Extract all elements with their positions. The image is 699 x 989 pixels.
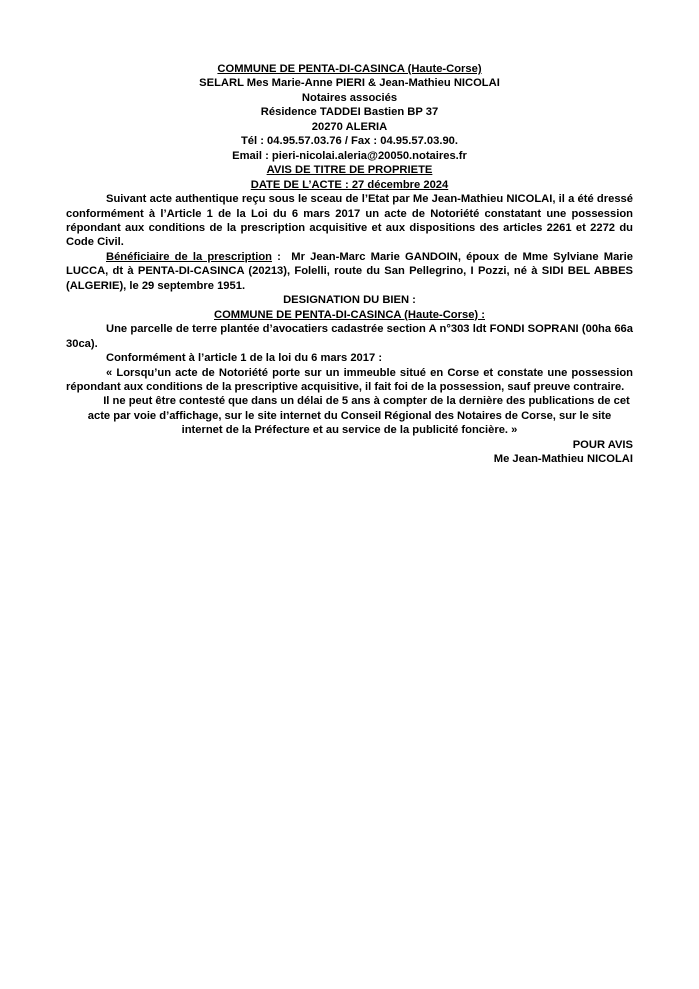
office-name: SELARL Mes Marie-Anne PIERI & Jean-Mathieu NICOLAI (199, 77, 500, 90)
commune-title: COMMUNE DE PENTA-DI-CASINCA (Haute-Corse) (217, 63, 482, 75)
beneficiary-text: Mr Jean-Marc Marie GANDOIN, époux de Mme Sylviane Marie LUCCA, dt à PENTA-DI-CASINCA (20213), Folelli, route du San Pellegrino, I Pozzi, né à SIDI BEL ABBES (ALGERIE), le 29 septembre 1951. (66, 250, 633, 292)
signature-name: Me Jean-Mathieu NICOLAI (493, 453, 633, 466)
notice-title: AVIS DE TITRE DE PROPRIETE (266, 164, 433, 177)
phone-fax-line: Tél : 04.95.57.03.76 / Fax : 04.95.57.03.90. (240, 135, 459, 148)
office-role: Notaires associés (301, 91, 398, 104)
commune-heading-line (66, 308, 633, 322)
notice-title-line (66, 163, 633, 177)
beneficiary-paragraph (66, 250, 633, 293)
office-address-line2: 20270 ALERIA (311, 120, 388, 133)
law-reference-line: Conformément à l’article 1 de la loi du 6 mars 2017 : (106, 352, 383, 365)
parcel-paragraph: Une parcelle de terre plantée d’avocatiers cadastrée section A n°303 ldt FONDI SOPRANI (00ha 66a 30ca). (66, 323, 633, 350)
commune-title-line (66, 62, 633, 76)
quote-paragraph: « Lorsqu’un acte de Notoriété porte sur un immeuble situé en Corse et constate une possession répondant aux conditions de la prescriptive acquisitive, il fait foi de la possession, sauf preuve contraire. (66, 366, 633, 393)
beneficiary-label: Bénéficiaire de la prescription (106, 250, 272, 263)
office-address-line1: Résidence TADDEI Bastien BP 37 (260, 106, 439, 119)
commune-heading: COMMUNE DE PENTA-DI-CASINCA (Haute-Corse) : (214, 308, 485, 321)
act-date-line (66, 178, 633, 192)
delay-paragraph: Il ne peut être contesté que dans un délai de 5 ans à compter de la dernière des publications de cet acte par voie d’affichage, sur le site internet du Conseil Régional des Notaires de Corse, sur le site internet de la Préfecture et au service de la publicité foncière. » (87, 395, 630, 437)
intro-paragraph: Suivant acte authentique reçu sous le sceau de l’Etat par Me Jean-Mathieu NICOLAI, il a été dressé conformément à l’Article 1 de la Loi du 6 mars 2017 un acte de Notoriété constatant une possession répondant aux conditions de la prescription acquisitive et aux dispositions des articles 2261 et 2272 du Code Civil. (66, 193, 633, 249)
act-date: DATE DE L’ACTE : 27 décembre 2024 (250, 178, 449, 191)
designation-heading: DESIGNATION DU BIEN : (283, 294, 416, 307)
email-line: Email : pieri-nicolai.aleria@20050.notaires.fr (232, 149, 467, 162)
signature-label: POUR AVIS (572, 438, 633, 451)
beneficiary-separator: : (272, 250, 292, 263)
